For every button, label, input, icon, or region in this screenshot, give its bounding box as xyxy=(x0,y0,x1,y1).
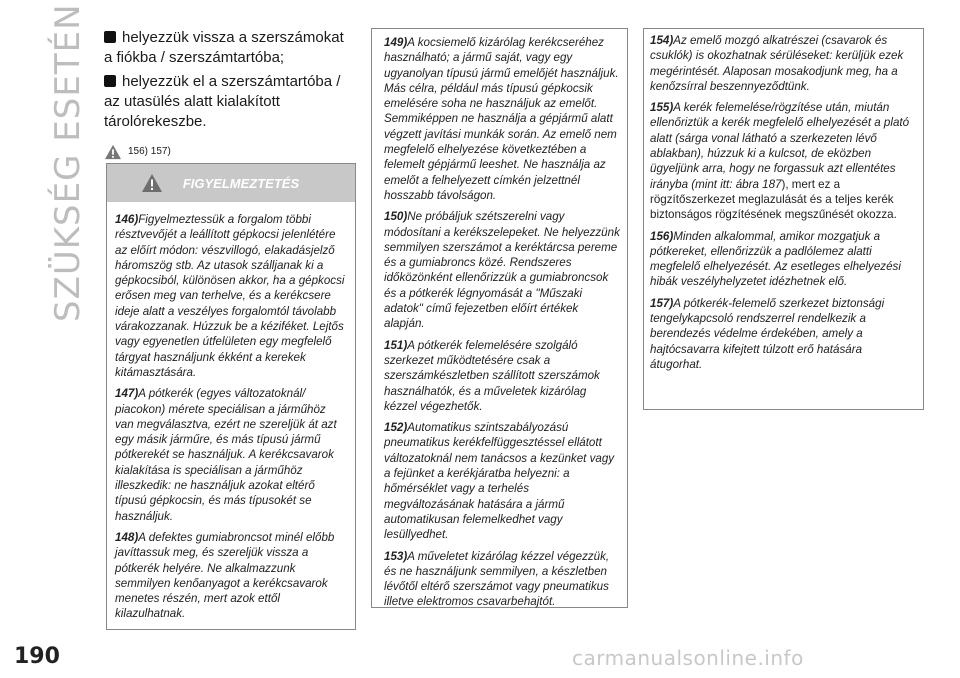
warning-paragraph: 157)A pótkerék-felemelő szerkezet biztonsági tengelykapcsoló rendszerrel rendelkezik a berendezés védelme érdekében, amely a hajtócsavarra kifejtett túlzott erő hatására átugorhat. xyxy=(650,296,885,371)
warning-paragraph: 147)A pótkerék (egyes változatoknál/ piacokon) mérete speciálisan a járműhöz van megválasztva, ezért ne szereljük át azt egy másik járműre, és más típusú jármű pótkerekét se használjuk. A kerékcsavarok kialakítása is speciálisan a járműhöz illeszkedik: ne használjuk azokat eltérő típusú gépkocsin, és más típusokét se használjuk. xyxy=(115,387,337,523)
warning-column-2 xyxy=(371,28,628,608)
bullet-item: helyezzük vissza a szerszámokat a fiókba / szerszámtartóba; xyxy=(104,29,344,66)
warning-paragraph: 151)A pótkerék felemelésére szolgáló szerkezet működtetésére csak a szerszámkészletben szállított szerszámok használhatók, és a műveletek kizárólag kézzel végezhetők. xyxy=(384,338,600,413)
warning-title: FIGYELMEZTETÉS xyxy=(182,175,300,191)
intro-block xyxy=(104,28,354,160)
warning-paragraph: 148)A defektes gumiabroncsot minél előbb javíttassuk meg, és szereljük vissza a pótkerék helyére. Ne alkalmazzunk semmilyen kenőanyagot a kerékcsavarok menetes részén, mert azok ettől kilazulhatnak. xyxy=(115,530,335,621)
warning-triangle-icon xyxy=(104,144,122,160)
warning-paragraph: 152)Automatikus szintszabályozású pneumatikus kerékfelfüggesztéssel ellátott változatoknál nem tanácsos a kezünket vagy a fejünket a kerékjáratba helyezni: a hőmérséklet vagy a terhelés megváltozásának hatására a jármű automatikusan felemelkedhet vagy lesüllyedhet. xyxy=(384,421,615,542)
warning-column-3 xyxy=(643,28,924,410)
warning-banner xyxy=(107,164,355,202)
warning-paragraph: 155)A kerék felemelése/rögzítése után, miután ellenőriztük a kerék megfelelő elhelyezését a plató alatt (sárga vonal látható a szerkezeten lévő ablakban), húzzuk ki a kulcsot, de eközben ügyeljünk arra, hogy ne forgassuk azt ellentétes irányba (mint itt: ábra 187), mert ez a rögzítőszerkezet meglazulását és a teljes kerék biztonságos rögzítésének megszűnését okozza. xyxy=(650,101,910,222)
page-number: 190 xyxy=(14,644,60,669)
bullet-square-icon xyxy=(104,75,116,87)
warning-paragraph: 154)Az emelő mozgó alkatrészei (csavarok és csuklók) is okozhatnak sérüléseket: kerüljük ezek megérintését. Alaposan mosakodjunk meg, ha a kenőzsírral beszennyeződtünk. xyxy=(650,34,904,93)
bullet-item: helyezzük el a szerszámtartóba / az utasülés alatt kialakított tárolórekeszbe. xyxy=(104,73,341,130)
warning-paragraph: 156)Minden alkalommal, amikor mozgatjuk a pótkereket, ellenőrizzük a padlólemez alatti megfelelő elhelyezését. Az esetleges elhelyezési hibák veszélyhelyzetet idézhetnek elő. xyxy=(650,229,901,289)
watermark: carmanualsonline.info xyxy=(572,646,804,670)
warning-references: 156) 157) xyxy=(104,144,354,160)
warning-paragraph: 153)A műveletet kizárólag kézzel végezzük, és ne használjunk semmilyen, a készletben lévőtől eltérő szerszámot vagy pneumatikus illetve elektromos csavarbehajtót. xyxy=(384,549,610,609)
warning-paragraph: 146)Figyelmeztessük a forgalom többi résztvevőjét a leállított gépkocsi jelenlétére az előírt módon: vészvillogó, elakadásjelző háromszög stb. Az utasok szálljanak ki a gépkocsiból, különösen akkor, ha a gépkocsi erősen meg van terhelve, és a kerékcsere ideje alatt a veszélyes forgalomtól távolabb várakozzanak. Húzzuk be a kéziféket. Lejtős vagy egyenetlen útfelületen egy megfelelő tárgyat használjunk ékként a kerekek kitámasztására. xyxy=(115,213,345,379)
warning-paragraph: 150)Ne próbáljuk szétszerelni vagy módosítani a kerékszelepeket. Ne helyezzünk semmilyen szerszámot a keréktárcsa pereme és a gumiabroncs közé. Rendszeres időközönként ellenőrizzük a gumiabroncsok és a pótkerék légnyomását a "Műszaki adatok" című fejezetben előírt értékek alapján. xyxy=(384,210,620,331)
section-title: SZÜKSÉG ESETÉN xyxy=(48,3,88,322)
warning-paragraph: 149)A kocsiemelő kizárólag kerékcseréhez használható; a jármű saját, vagy egy ugyanolyan típusú jármű emelőjét használjuk. Más célra, például más típusú gépkocsik emelésére soha ne használjuk az emelőt. Semmiképpen ne használja a gépjármű alatt végzett javítási munkák során. Az emelő nem megfelelő elhelyezése következtében a felemelt gépjármű leeshet. Ne használja az emelőt a felhelyezett címkén jelzettnél hosszabb távolságon. xyxy=(384,36,619,202)
warning-triangle-icon xyxy=(141,173,163,193)
warning-column-1 xyxy=(106,163,356,630)
bullet-square-icon xyxy=(104,31,116,43)
